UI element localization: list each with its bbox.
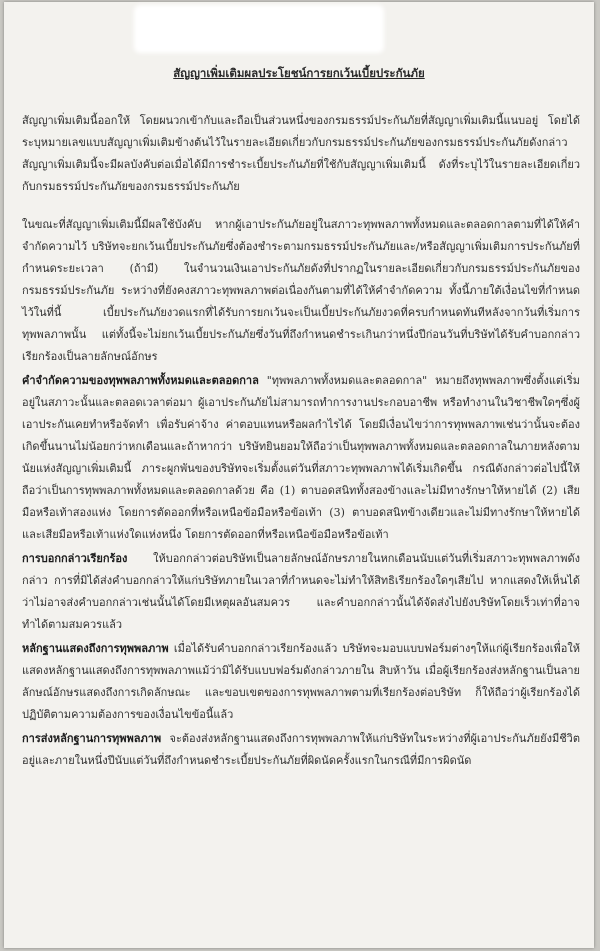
section-text: จะต้องส่งหลักฐานแสดงถึงการทุพพลภาพให้แก่บริษัทในระหว่างที่ผู้เอาประกันภัยยังมีชีวิตอยู่และภายในหนึ่งปีนับแต่วันที่ถึงกำหนดชำระเบี้ยประกันภัยที่ผิดนัดครั้งแรกในกรณีที่มีการผิดนัด xyxy=(22,732,580,767)
section-proof-submission xyxy=(22,728,580,772)
section-claim-notice xyxy=(22,548,580,636)
section-heading: การส่งหลักฐานการทุพพลภาพ xyxy=(22,732,162,745)
redacted-header xyxy=(134,5,384,53)
section-proof xyxy=(22,638,580,726)
document-title: สัญญาเพิ่มเติมผลประโยชน์การยกเว้นเบี้ยประกันภัย xyxy=(173,66,425,80)
document-page xyxy=(4,2,594,948)
section-heading: การบอกกล่าวเรียกร้อง xyxy=(22,552,128,565)
section-heading: คำจำกัดความของทุพพลภาพทั้งหมดและตลอดกาล xyxy=(22,374,259,387)
document-body xyxy=(22,110,580,774)
intro-paragraph: สัญญาเพิ่มเติมนี้ออกให้ โดยผนวกเข้ากับและถือเป็นส่วนหนึ่งของกรมธรรม์ประกันภัยที่สัญญาเพิ่มเติมนี้แนบอยู่ โดยได้ระบุหมายเลขแบบสัญญาเพิ่มเติมข้างต้นไว้ในรายละเอียดเกี่ยวกับกรมธรรม์ประกันภัยของกรมธรรม์ประกันภัยดังกล่าว สัญญาเพิ่มเติมนี้จะมีผลบังคับต่อเมื่อได้มีการชำระเบี้ยประกันภัยที่ใช้กับสัญญาเพิ่มเติมนี้ ดังที่ระบุไว้ในรายละเอียดเกี่ยวกับกรมธรรม์ประกันภัยของกรมธรรม์ประกันภัย xyxy=(22,114,580,193)
section-text: ให้บอกกล่าวต่อบริษัทเป็นลายลักษณ์อักษรภายในหกเดือนนับแต่วันที่เริ่มสภาวะทุพพลภาพดังกล่าว การที่มิได้ส่งคำบอกกล่าวให้แก่บริษัทภายในเวลาที่กำหนดจะไม่ทำให้สิทธิเรียกร้องใดๆเสียไป หากแสดงให้เห็นได้ว่าไม่อาจส่งคำบอกกล่าวเช่นนั้นได้โดยมีเหตุผลอันสมควร และคำบอกกล่าวนั้นได้จัดส่งไปยังบริษัทโดยเร็วเท่าที่อาจทำได้ตามสมควรแล้ว xyxy=(22,552,580,631)
section-definition xyxy=(22,370,580,546)
section-text: "ทุพพลภาพทั้งหมดและตลอดกาล" หมายถึงทุพพลภาพซึ่งตั้งแต่เริ่มอยู่ในสภาวะนั้นและตลอดเวลาต่อมา ผู้เอาประกันภัยไม่สามารถทำการงานประกอบอาชีพ หรือทำงานในวิชาชีพใดๆซึ่งผู้เอาประกันเคยทำหรือจัดทำ เพื่อรับค่าจ้าง ค่าตอบแทนหรือผลกำไรได้ โดยมีเงื่อนไขว่าการทุพพลภาพเช่นว่านั้นจะต้องเกิดขึ้นนานไม่น้อยกว่าหกเดือนและถ้าหากว่า บริษัทยินยอมให้ถือว่าเป็นทุพพลภาพทั้งหมดและตลอดกาลในภายหลังตามนัยแห่งสัญญาเพิ่มเติมนี้ ภาระผูกพันของบริษัทจะเริ่มตั้งแต่วันที่สภาวะทุพพลภาพได้เริ่มเกิดขึ้น กรณีดังกล่าวต่อไปนี้ให้ถือว่าเป็นการทุพพลภาพทั้งหมดและตลอดกาลด้วย คือ (1) ตาบอดสนิททั้งสองข้างและไม่มีทางรักษาให้หายได้ (2) เสียมือหรือเท้าสองแห่ง โดยการตัดออกที่หรือเหนือข้อมือหรือข้อเท้า (3) ตาบอดสนิทข้างเดียวและไม่มีทางรักษาให้หายได้ และเสียมือหรือเท้าแห่งใดแห่งหนึ่ง โดยการตัดออกที่หรือเหนือข้อมือหรือข้อเท้า xyxy=(22,374,580,541)
coverage-paragraph: ในขณะที่สัญญาเพิ่มเติมนี้มีผลใช้บังคับ หากผู้เอาประกันภัยอยู่ในสภาวะทุพพลภาพทั้งหมดและตลอดกาลตามที่ได้ให้คำจำกัดความไว้ บริษัทจะยกเว้นเบี้ยประกันภัยซึ่งต้องชำระตามกรมธรรม์ประกันภัยและ/หรือสัญญาเพิ่มเติมการประกันภัยที่กำหนดระยะเวลา (ถ้ามี) ในจำนวนเงินเอาประกันภัยดังที่ปรากฏในรายละเอียดเกี่ยวกับกรมธรรม์ประกันภัยของกรมธรรม์ประกันภัย ระหว่างที่ยังคงสภาวะทุพพลภาพต่อเนื่องกันตามที่ได้ให้คำจำกัดความ ทั้งนี้ภายใต้เงื่อนไขที่กำหนดไว้ในที่นี้ เบี้ยประกันภัยงวดแรกที่ได้รับการยกเว้นจะเป็นเบี้ยประกันภัยงวดที่ครบกำหนดทันทีหลังจากวันที่เริ่มการทุพพลภาพนั้น แต่ทั้งนี้จะไม่ยกเว้นเบี้ยประกันภัยซึ่งวันที่ถึงกำหนดชำระเกินกว่าหนึ่งปีก่อนวันที่บริษัทได้รับคำบอกกล่าวเรียกร้องเป็นลายลักษณ์อักษร xyxy=(22,218,580,363)
section-heading: หลักฐานแสดงถึงการทุพพลภาพ xyxy=(22,642,169,655)
section-text: เมื่อได้รับคำบอกกล่าวเรียกร้องแล้ว บริษัทจะมอบแบบฟอร์มต่างๆให้แก่ผู้เรียกร้องเพื่อให้แสดงหลักฐานแสดงถึงการทุพพลภาพแม้ว่ามิได้รับแบบฟอร์มดังกล่าวภายใน สิบห้าวัน เมื่อผู้เรียกร้องส่งหลักฐานเป็นลายลักษณ์อักษรแสดงถึงการเกิดลักษณะ และขอบเขตของการทุพพลภาพตามที่เรียกร้องต่อบริษัท ก็ให้ถือว่าผู้เรียกร้องได้ปฏิบัติตามความต้องการของเงื่อนไขข้อนี้แล้ว xyxy=(22,642,580,721)
